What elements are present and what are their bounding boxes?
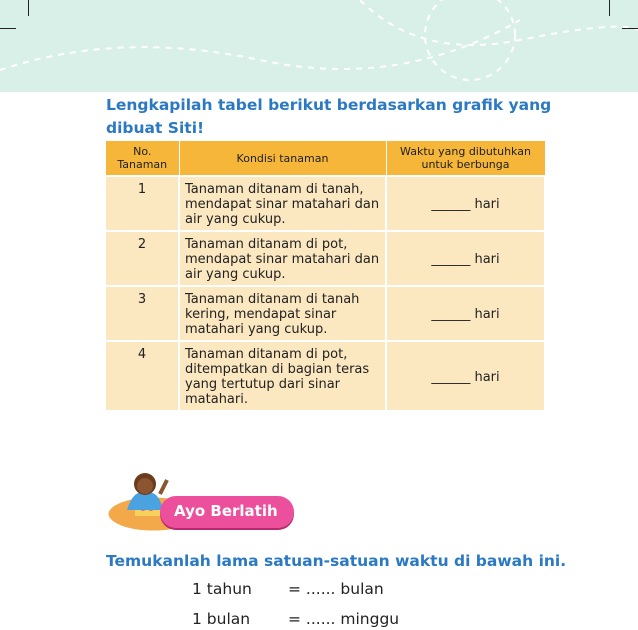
conversion-answer[interactable]: = ...... bulan	[288, 580, 384, 598]
row-no: 4	[106, 341, 179, 410]
badge-label: Ayo Berlatih	[174, 502, 278, 520]
table-row	[106, 341, 545, 410]
header-no: No. Tanaman	[106, 141, 179, 176]
row-waktu[interactable]: ______ hari	[386, 341, 545, 410]
table-row	[106, 231, 545, 286]
row-kondisi: Tanaman ditanam di pot, mendapat sinar matahari dan air yang cukup.	[179, 231, 386, 286]
data-table	[106, 141, 546, 410]
crop-mark	[622, 28, 638, 29]
conversion-row	[192, 580, 384, 598]
row-no: 2	[106, 231, 179, 286]
conversion-unit: 1 bulan	[192, 610, 251, 628]
table-header-row	[106, 141, 545, 176]
conversion-answer[interactable]: = ...... minggu	[288, 610, 400, 628]
row-waktu[interactable]: ______ hari	[386, 176, 545, 231]
row-no: 1	[106, 176, 179, 231]
crop-mark	[0, 28, 16, 29]
crop-mark	[609, 0, 610, 16]
row-kondisi: Tanaman ditanam di tanah, mendapat sinar matahari dan air yang cukup.	[179, 176, 386, 231]
header-kondisi: Kondisi tanaman	[179, 141, 386, 176]
ayo-berlatih-badge	[160, 496, 294, 528]
row-no: 3	[106, 286, 179, 341]
crop-mark	[28, 0, 29, 16]
table-row	[106, 176, 545, 231]
decorative-curves	[0, 0, 638, 92]
conversion-row	[192, 610, 399, 628]
row-waktu[interactable]: ______ hari	[386, 231, 545, 286]
question-text: Temukanlah lama satuan-satuan waktu di bawah ini.	[106, 552, 567, 570]
page-header-band	[0, 0, 638, 92]
conversion-unit: 1 tahun	[192, 580, 252, 598]
header-waktu: Waktu yang dibutuhkan untuk berbunga	[386, 141, 545, 176]
instruction-text: Lengkapilah tabel berikut berdasarkan grafik yang dibuat Siti!	[106, 96, 552, 137]
row-kondisi: Tanaman ditanam di tanah kering, mendapat sinar matahari yang cukup.	[179, 286, 386, 341]
row-waktu[interactable]: ______ hari	[386, 286, 545, 341]
table-row	[106, 286, 545, 341]
row-kondisi: Tanaman ditanam di pot, ditempatkan di bagian teras yang tertutup dari sinar matahari.	[179, 341, 386, 410]
